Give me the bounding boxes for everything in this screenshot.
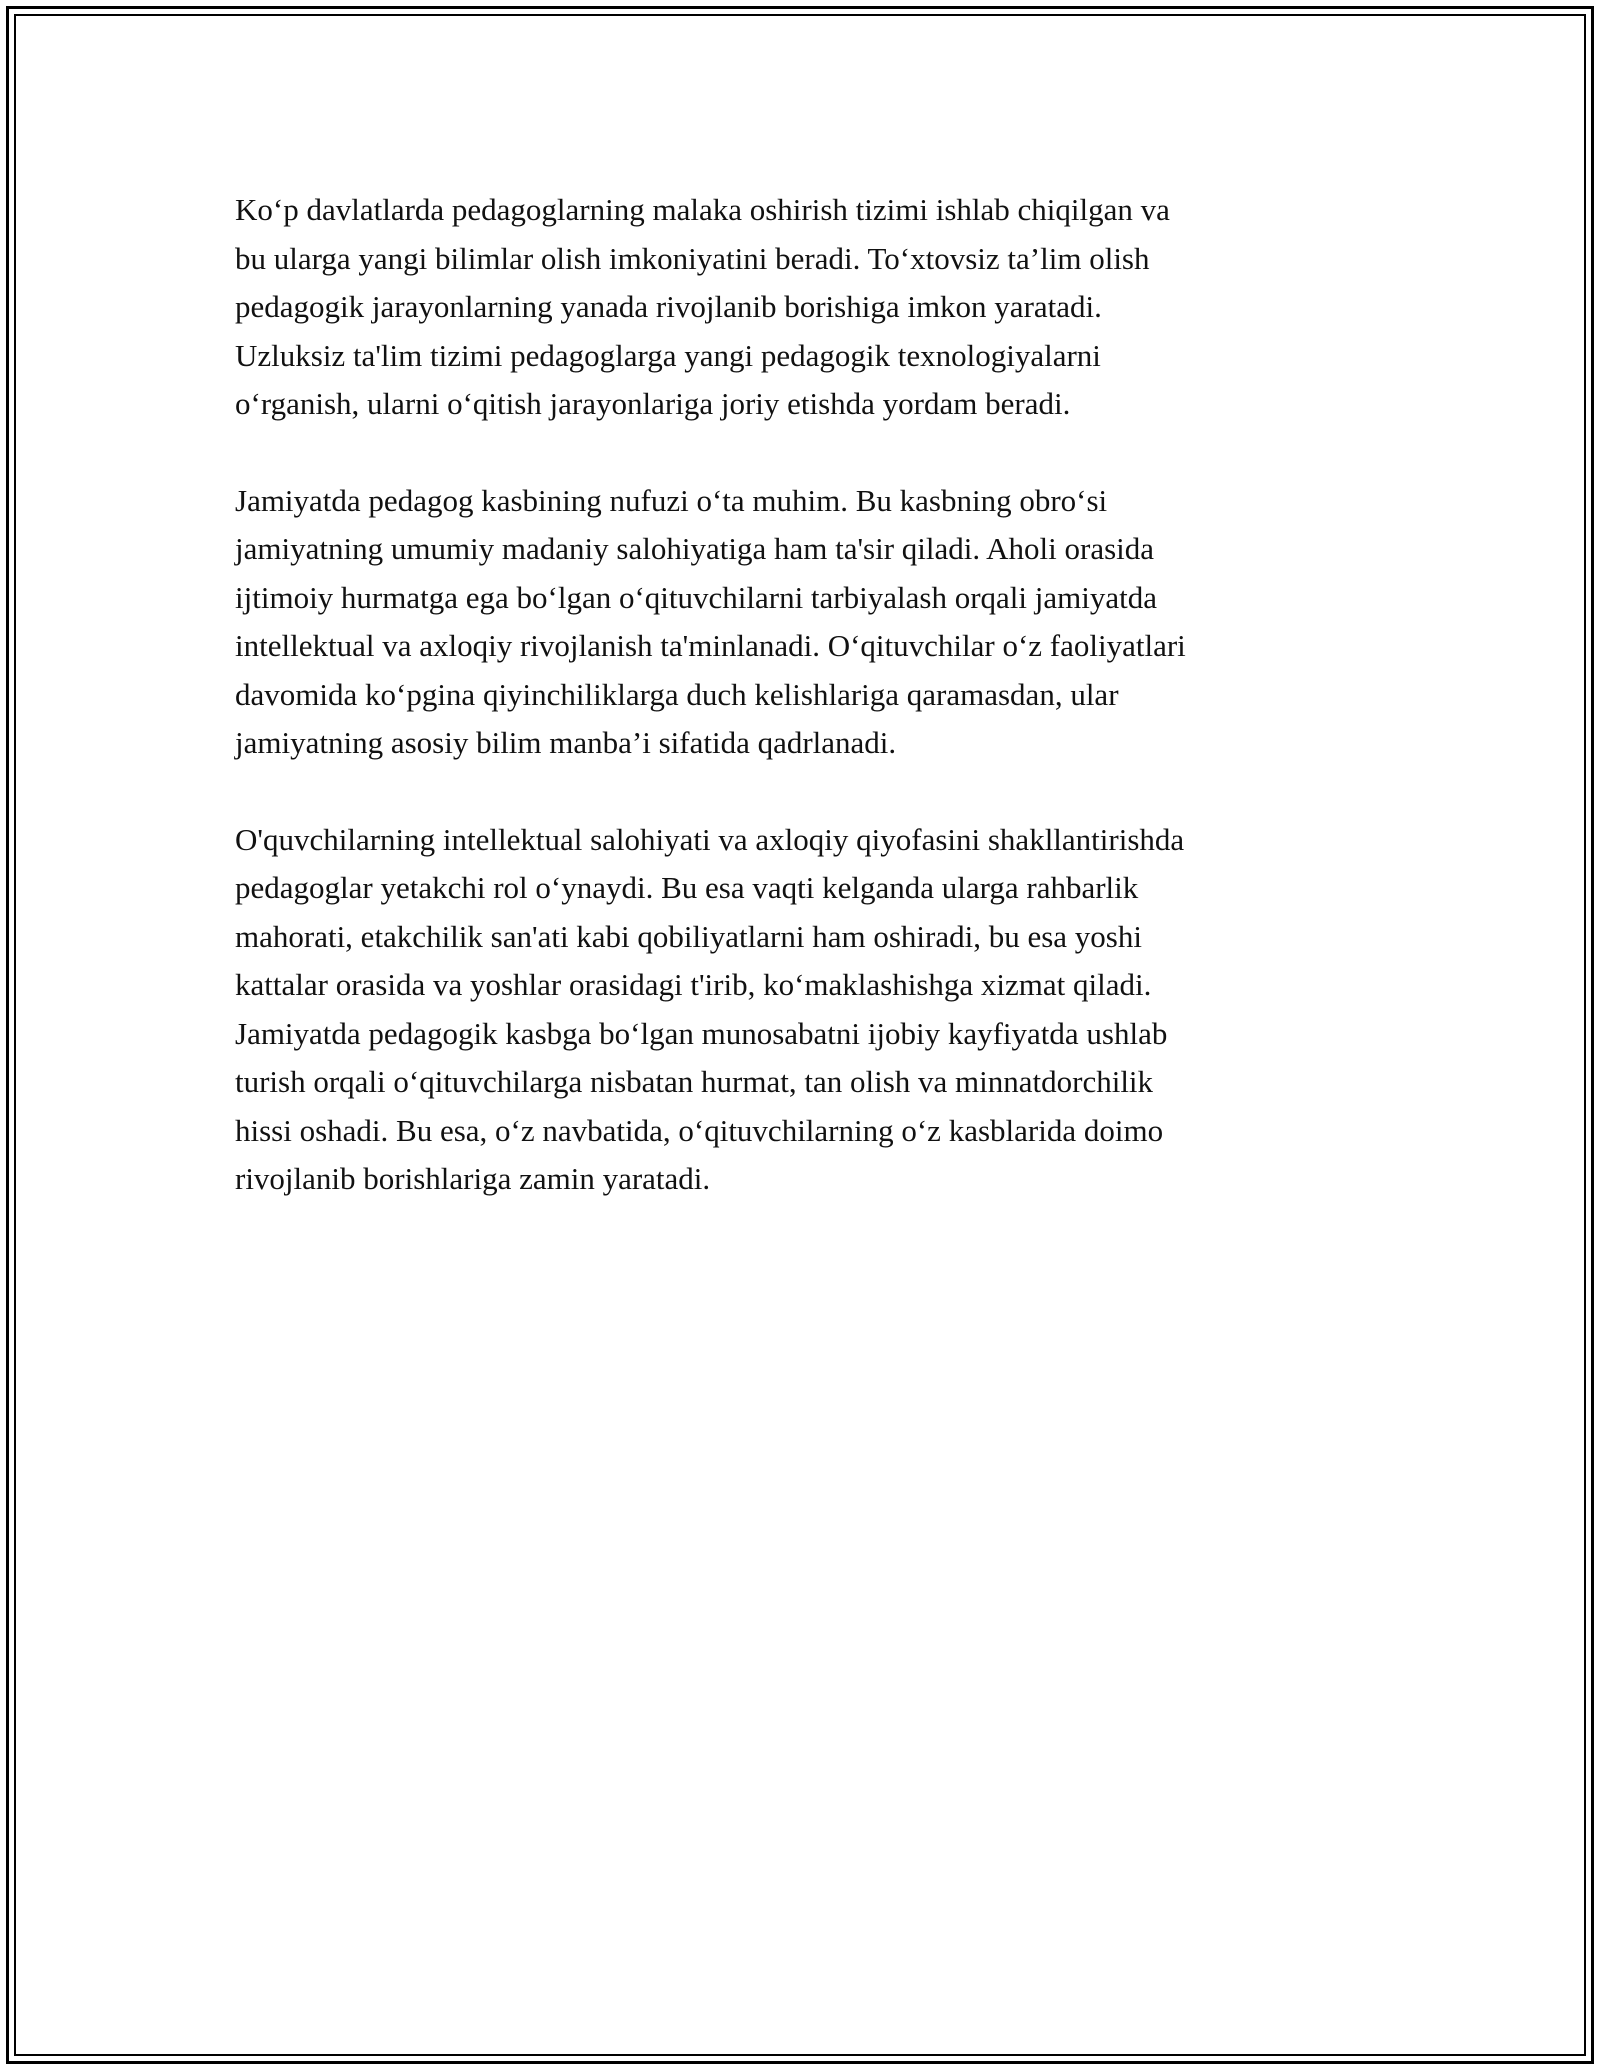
paragraph-line: ijtimoiy hurmatga ega bo‘lgan o‘qituvchilarni tarbiyalash orqali jamiyatda: [235, 579, 1157, 615]
paragraph-line: Uzluksiz ta'lim tizimi pedagoglarga yangi pedagogik texnologiyalarni: [235, 337, 1101, 373]
paragraph-line: mahorati, etakchilik san'ati kabi qobiliyatlarni ham oshiradi, bu esa yoshi: [235, 918, 1142, 954]
paragraph-line: turish orqali o‘qituvchilarga nisbatan hurmat, tan olish va minnatdorchilik: [235, 1064, 1154, 1099]
paragraph-line: jamiyatning umumiy madaniy salohiyatiga ham ta'sir qiladi. Aholi orasida: [235, 531, 1155, 566]
paragraph-1: [235, 186, 1375, 429]
paragraph-line: pedagogik jarayonlarning yanada rivojlanib borishiga imkon yaratadi.: [235, 289, 1102, 324]
paragraph-line: Jamiyatda pedagogik kasbga bo‘lgan munosabatni ijobiy kayfiyatda ushlab: [235, 1015, 1168, 1051]
paragraph-line: o‘rganish, ularni o‘qitish jarayonlariga joriy etishda yordam beradi.: [235, 386, 1071, 421]
paragraph-line: O'quvchilarning intellektual salohiyati va axloqiy qiyofasini shakllantirishda: [235, 821, 1185, 857]
paragraph-line: rivojlanib borishlariga zamin yaratadi.: [235, 1161, 711, 1196]
paragraph-line: hissi oshadi. Bu esa, o‘z navbatida, o‘qituvchilarning o‘z kasblarida doimo: [235, 1112, 1164, 1148]
paragraph-line: Ko‘p davlatlarda pedagoglarning malaka oshirish tizimi ishlab chiqilgan va: [235, 192, 1170, 227]
paragraph-3: [235, 816, 1375, 1204]
paragraph-line: intellektual va axloqiy rivojlanish ta'minlanadi. O‘qituvchilar o‘z faoliyatlari: [235, 628, 1186, 663]
paragraph-line: Jamiyatda pedagog kasbining nufuzi o‘ta muhim. Bu kasbning obro‘si: [235, 482, 1108, 518]
paragraph-2: [235, 477, 1375, 768]
paragraph-line: jamiyatning asosiy bilim manba’i sifatida qadrlanadi.: [235, 725, 897, 760]
paragraph-line: bu ularga yangi bilimlar olish imkoniyatini beradi. To‘xtovsiz ta’lim olish: [235, 240, 1150, 276]
paragraph-line: kattalar orasida va yoshlar orasidagi t'irib, ko‘maklashishga xizmat qiladi.: [235, 967, 1152, 1002]
paragraph-line: davomida ko‘pgina qiyinchiliklarga duch kelishlariga qaramasdan, ular: [235, 676, 1119, 712]
paragraph-line: pedagoglar yetakchi rol o‘ynaydi. Bu esa vaqti kelganda ularga rahbarlik: [235, 870, 1139, 905]
document-body: [235, 186, 1375, 1252]
